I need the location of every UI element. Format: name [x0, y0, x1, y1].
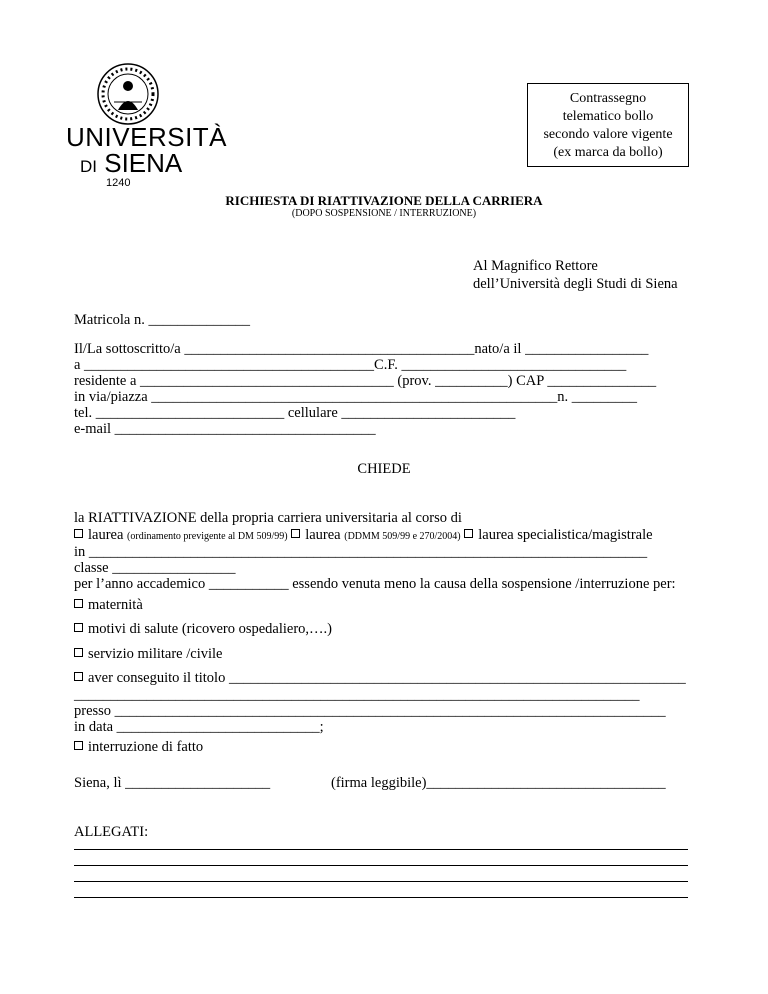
reason-military-label: servizio militare /civile — [88, 646, 223, 662]
place-date-field[interactable]: Siena, lì ____________________ — [74, 775, 271, 791]
request-intro: la RIATTIVAZIONE della propria carriera universitaria al corso di — [74, 510, 462, 526]
reason-military-checkbox[interactable] — [74, 648, 83, 657]
university-year: 1240 — [106, 177, 131, 189]
reason-maternity-label: maternità — [88, 597, 143, 613]
addressee-line1: Al Magnifico Rettore — [473, 258, 598, 274]
classe-field[interactable]: classe _________________ — [74, 560, 236, 576]
degree-option1-note: (ordinamento previgente al DM 509/99) — [127, 531, 288, 542]
name-birthdate-field[interactable]: Il/La sottoscritto/a ________________________________________nato/a il _________________ — [74, 341, 649, 357]
university-seal-icon — [96, 62, 160, 126]
reason-interruption-checkbox[interactable] — [74, 741, 83, 750]
degree-option2-label: laurea — [305, 527, 341, 543]
degree-option2-checkbox[interactable] — [291, 529, 300, 538]
addressee-line2: dell’Università degli Studi di Siena — [473, 276, 678, 292]
reason-maternity-checkbox[interactable] — [74, 599, 83, 608]
date-field[interactable]: in data ____________________________; — [74, 719, 324, 735]
reason-interruption-label: interruzione di fatto — [88, 739, 204, 755]
degree-option3-checkbox[interactable] — [464, 529, 473, 538]
university-name-line1: UNIVERSITÀ — [66, 122, 228, 152]
email-field[interactable]: e-mail ____________________________________ — [74, 421, 376, 437]
stamp-line1: Contrassegno — [569, 91, 647, 106]
degree-option1-label: laurea — [88, 527, 124, 543]
reason-maternity — [74, 597, 143, 614]
document-subtitle: (DOPO SOSPENSIONE / INTERRUZIONE) — [291, 208, 477, 219]
address-field[interactable]: in via/piazza ________________________________________________________n. _________ — [74, 389, 638, 405]
presso-field[interactable]: presso ____________________________________________________________________________ — [74, 703, 666, 719]
degree-options — [74, 527, 653, 544]
document-title: RICHIESTA DI RIATTIVAZIONE DELLA CARRIERA — [225, 193, 543, 208]
phone-field[interactable]: tel. __________________________ cellulare ________________________ — [74, 405, 516, 421]
degree-option3-label: laurea specialistica/magistrale — [478, 527, 653, 543]
reason-title — [74, 670, 686, 687]
reason-title-label[interactable]: aver conseguito il titolo _______________________________________________________________ — [88, 670, 686, 686]
stamp-line2: telematico bollo — [562, 109, 654, 124]
academic-year-field[interactable]: per l’anno accademico ___________ essendo venuta meno la causa della sospensione /interruzione per: — [74, 576, 676, 592]
degree-option1-checkbox[interactable] — [74, 529, 83, 538]
university-logo — [66, 62, 228, 189]
matricola-field[interactable]: Matricola n. ______________ — [74, 312, 250, 328]
university-name-siena: SIENA — [104, 148, 183, 178]
allegati-line[interactable] — [74, 881, 688, 882]
residence-field[interactable]: residente a ___________________________________ (prov. __________) CAP _______________ — [74, 373, 657, 389]
stamp-line4: (ex marca da bollo) — [553, 145, 663, 160]
stamp-line3: secondo valore vigente — [543, 127, 673, 142]
birthplace-cf-field[interactable]: a ________________________________________C.F. _______________________________ — [74, 357, 627, 373]
course-field[interactable]: in _____________________________________________________________________________ — [74, 544, 648, 560]
reason-health-checkbox[interactable] — [74, 623, 83, 632]
degree-option2-note: (DDMM 509/99 e 270/2004) — [344, 531, 461, 542]
stamp-box — [527, 83, 689, 167]
university-name-di: DI — [80, 157, 97, 176]
reason-health — [74, 621, 332, 638]
reason-interruption — [74, 739, 203, 756]
reason-title-checkbox[interactable] — [74, 672, 83, 681]
university-name-line2 — [80, 150, 182, 180]
signature-field[interactable]: (firma leggibile)_________________________________ — [331, 775, 666, 791]
allegati-heading: ALLEGATI: — [74, 824, 149, 840]
allegati-line[interactable] — [74, 865, 688, 866]
reason-military — [74, 646, 222, 663]
allegati-line[interactable] — [74, 897, 688, 898]
allegati-line[interactable] — [74, 849, 688, 850]
reason-health-label: motivi di salute (ricovero ospedaliero,….) — [88, 621, 333, 637]
chiede-heading: CHIEDE — [357, 461, 411, 477]
reason-title-line2[interactable]: ______________________________________________________________________________ — [74, 687, 640, 703]
